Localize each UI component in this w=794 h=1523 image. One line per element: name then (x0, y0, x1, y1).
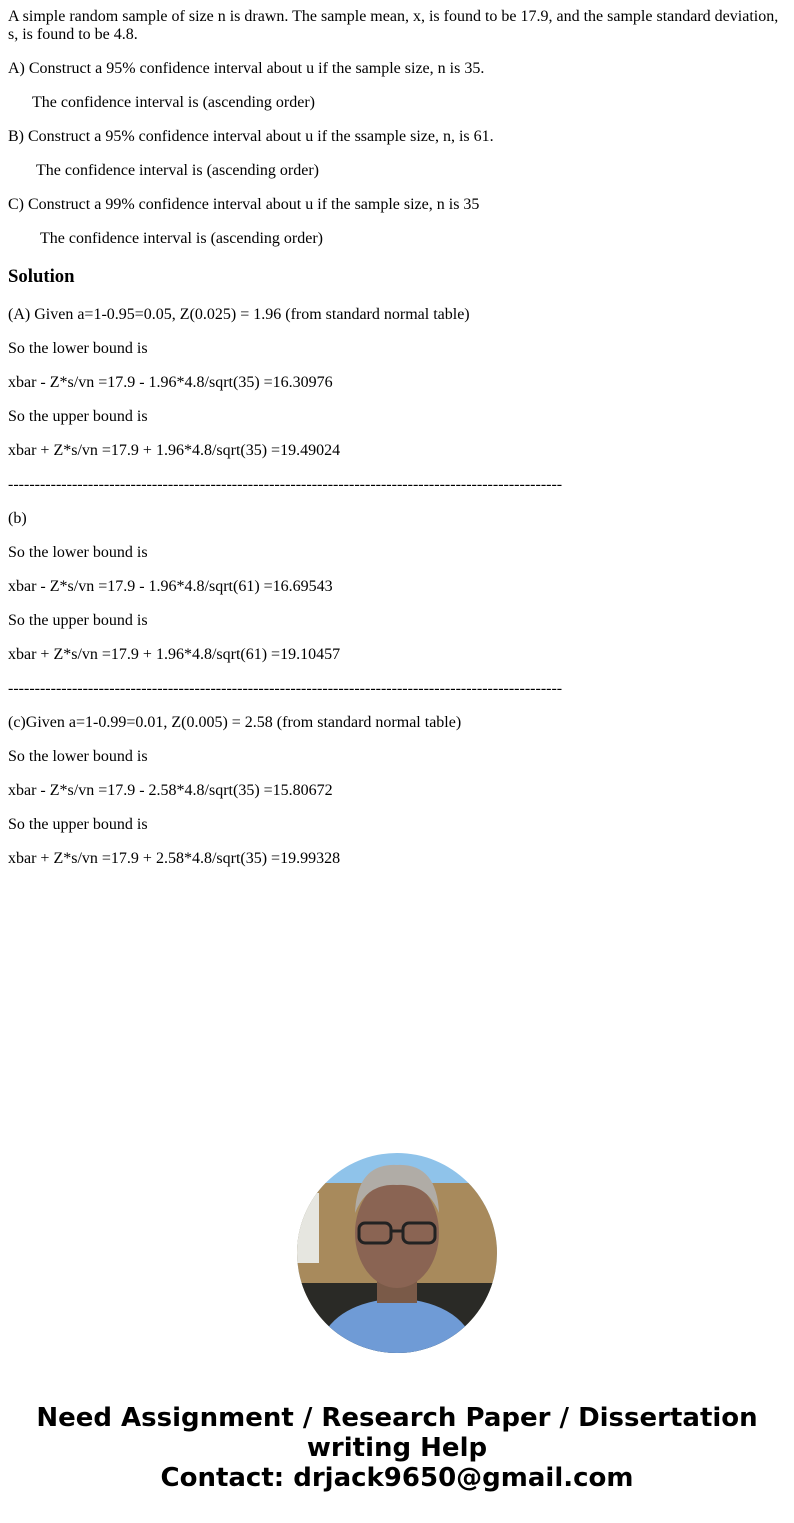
question-part-c: C) Construct a 99% confidence interval about u if the sample size, n is 35 (8, 196, 480, 213)
solution-line: So the upper bound is (8, 816, 148, 833)
solution-line: xbar + Z*s/vn =17.9 + 1.96*4.8/sqrt(35) =19.49024 (8, 442, 341, 459)
solution-line: (A) Given a=1-0.95=0.05, Z(0.025) = 1.96 (from standard normal table) (8, 306, 470, 323)
part-b-answer-prompt: The confidence interval is (ascending order) (36, 162, 319, 179)
solution-line: xbar - Z*s/vn =17.9 - 1.96*4.8/sqrt(35) =16.30976 (8, 374, 333, 391)
solution-line: xbar + Z*s/vn =17.9 + 2.58*4.8/sqrt(35) =19.99328 (8, 850, 341, 867)
solution-line: (b) (8, 510, 27, 527)
solution-line: xbar - Z*s/vn =17.9 - 1.96*4.8/sqrt(61) =16.69543 (8, 578, 333, 595)
author-photo (297, 1153, 497, 1353)
solution-line: xbar - Z*s/vn =17.9 - 2.58*4.8/sqrt(35) =15.80672 (8, 782, 333, 799)
solution-line: So the lower bound is (8, 748, 148, 765)
solution-line: So the lower bound is (8, 340, 148, 357)
footer-contact: Contact: drjack9650@gmail.com (160, 1463, 634, 1493)
solution-line: (c)Given a=1-0.99=0.01, Z(0.005) = 2.58 (from standard normal table) (8, 714, 462, 731)
solution-line: -------------------------------------------------------------------------------------------------------- (8, 680, 563, 697)
question-part-b: B) Construct a 95% confidence interval about u if the ssample size, n, is 61. (8, 128, 494, 145)
solution-heading: Solution (8, 266, 75, 287)
solution-body (8, 306, 786, 868)
footer-line-1: Need Assignment / Research Paper / Dissertation (36, 1403, 758, 1433)
solution-line: So the upper bound is (8, 408, 148, 425)
question-part-a: A) Construct a 95% confidence interval about u if the sample size, n is 35. (8, 60, 485, 77)
contact-footer (0, 1403, 794, 1493)
question-intro: A simple random sample of size n is drawn. The sample mean, x, is found to be 17.9, and the sample standard deviation, s, is found to be 4.8. (8, 8, 779, 43)
part-a-answer-prompt: The confidence interval is (ascending order) (32, 94, 315, 111)
part-c-answer-prompt: The confidence interval is (ascending order) (40, 230, 323, 247)
solution-line: -------------------------------------------------------------------------------------------------------- (8, 476, 563, 493)
solution-line: So the lower bound is (8, 544, 148, 561)
solution-line: xbar + Z*s/vn =17.9 + 1.96*4.8/sqrt(61) =19.10457 (8, 646, 341, 663)
solution-line: So the upper bound is (8, 612, 148, 629)
footer-line-2: writing Help (306, 1433, 488, 1463)
